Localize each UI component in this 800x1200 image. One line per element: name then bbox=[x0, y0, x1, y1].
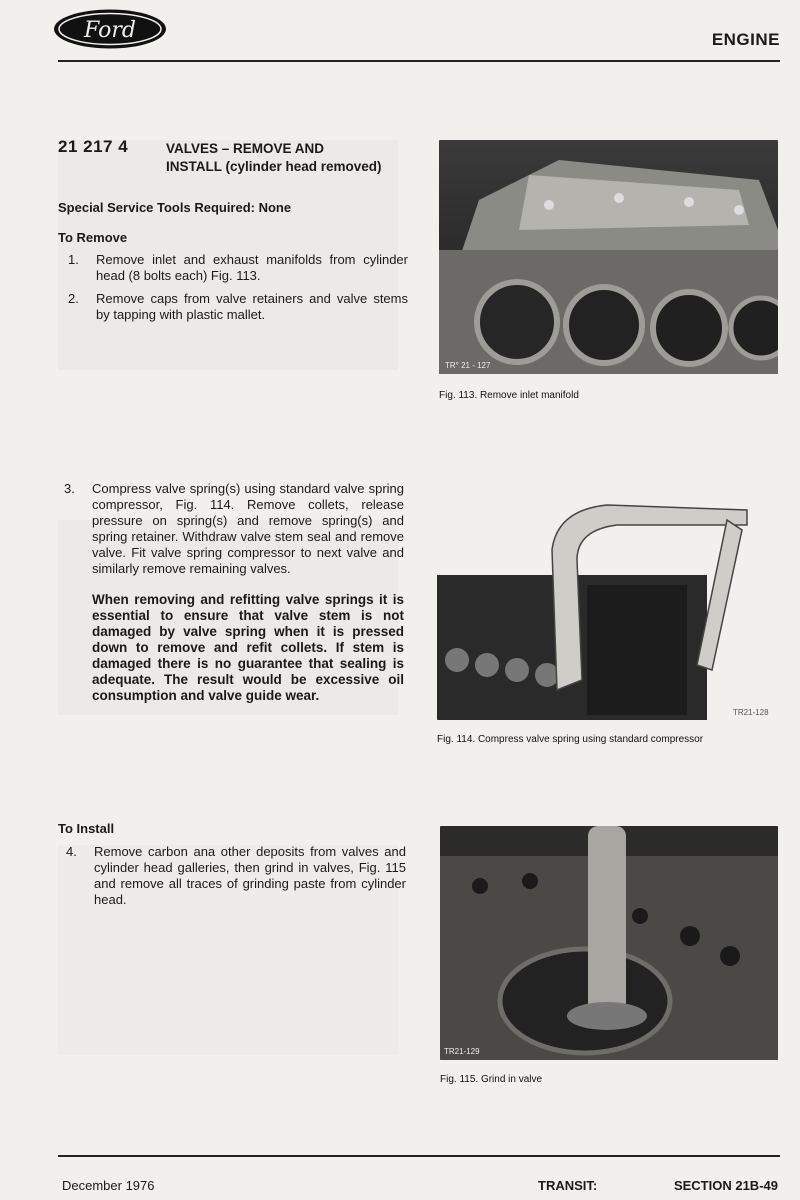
section-heading-line2: INSTALL (cylinder head removed) bbox=[166, 159, 382, 174]
figure-114-photo bbox=[437, 490, 777, 720]
figure-ref: TR21-128 bbox=[733, 708, 769, 717]
footer-model: TRANSIT: bbox=[538, 1178, 598, 1193]
figure-113-photo bbox=[439, 140, 778, 374]
step-number: 4. bbox=[66, 844, 77, 859]
footer-section: SECTION 21B-49 bbox=[673, 1178, 778, 1193]
step-number: 3. bbox=[64, 481, 75, 496]
header-divider bbox=[58, 60, 780, 62]
section-number: 21 217 4 bbox=[58, 137, 129, 156]
step-number: 2. bbox=[68, 291, 79, 306]
figure-114-caption: Fig. 114. Compress valve spring using standard compressor bbox=[437, 734, 704, 745]
section-heading bbox=[166, 140, 426, 176]
step-text: Remove carbon ana other deposits from valves and cylinder head galleries, then grind in valves, Fig. 115 and remove all traces of grinding paste from cylinder head. bbox=[94, 844, 406, 907]
figure-ref: TR° 21 - 127 bbox=[445, 361, 491, 370]
figure-ref: TR21-129 bbox=[444, 1047, 480, 1056]
ford-logo bbox=[52, 8, 168, 50]
figure-115-caption: Fig. 115. Grind in valve bbox=[440, 1074, 543, 1085]
section-heading-line1: VALVES – REMOVE AND bbox=[166, 141, 325, 156]
section-title: ENGINE bbox=[711, 30, 780, 49]
warning-note: When removing and refitting valve springs it is essential to ensure that valve stem is not damaged by valve spring when it is pressed down to remove and refit collets. If stem is damaged there is no guarantee that sealing is adequate. The result would be excessive oil consumption and valve guide wear. bbox=[92, 592, 404, 703]
figure-113-caption: Fig. 113. Remove inlet manifold bbox=[439, 390, 579, 401]
tools-required: Special Service Tools Required: None bbox=[58, 200, 292, 215]
footer-date: December 1976 bbox=[62, 1178, 155, 1193]
remove-heading: To Remove bbox=[58, 230, 128, 245]
logo-wordmark: Ford bbox=[84, 18, 136, 43]
step-text: Remove inlet and exhaust manifolds from cylinder head (8 bolts each) Fig. 113. bbox=[96, 252, 408, 283]
step-text: Remove caps from valve retainers and valve stems by tapping with plastic mallet. bbox=[96, 291, 408, 322]
figure-115-photo bbox=[440, 826, 778, 1060]
footer-divider bbox=[58, 1155, 780, 1157]
install-heading: To Install bbox=[58, 821, 115, 836]
step-text: Compress valve spring(s) using standard valve spring compressor, Fig. 114. Remove collets, release pressure on spring(s) and remove spring(s) and spring retainer. Withdraw valve stem seal and remove valve. Fit valve spring compressor to next valve and similarly remove remaining valves. bbox=[92, 481, 404, 576]
step-number: 1. bbox=[68, 252, 79, 267]
